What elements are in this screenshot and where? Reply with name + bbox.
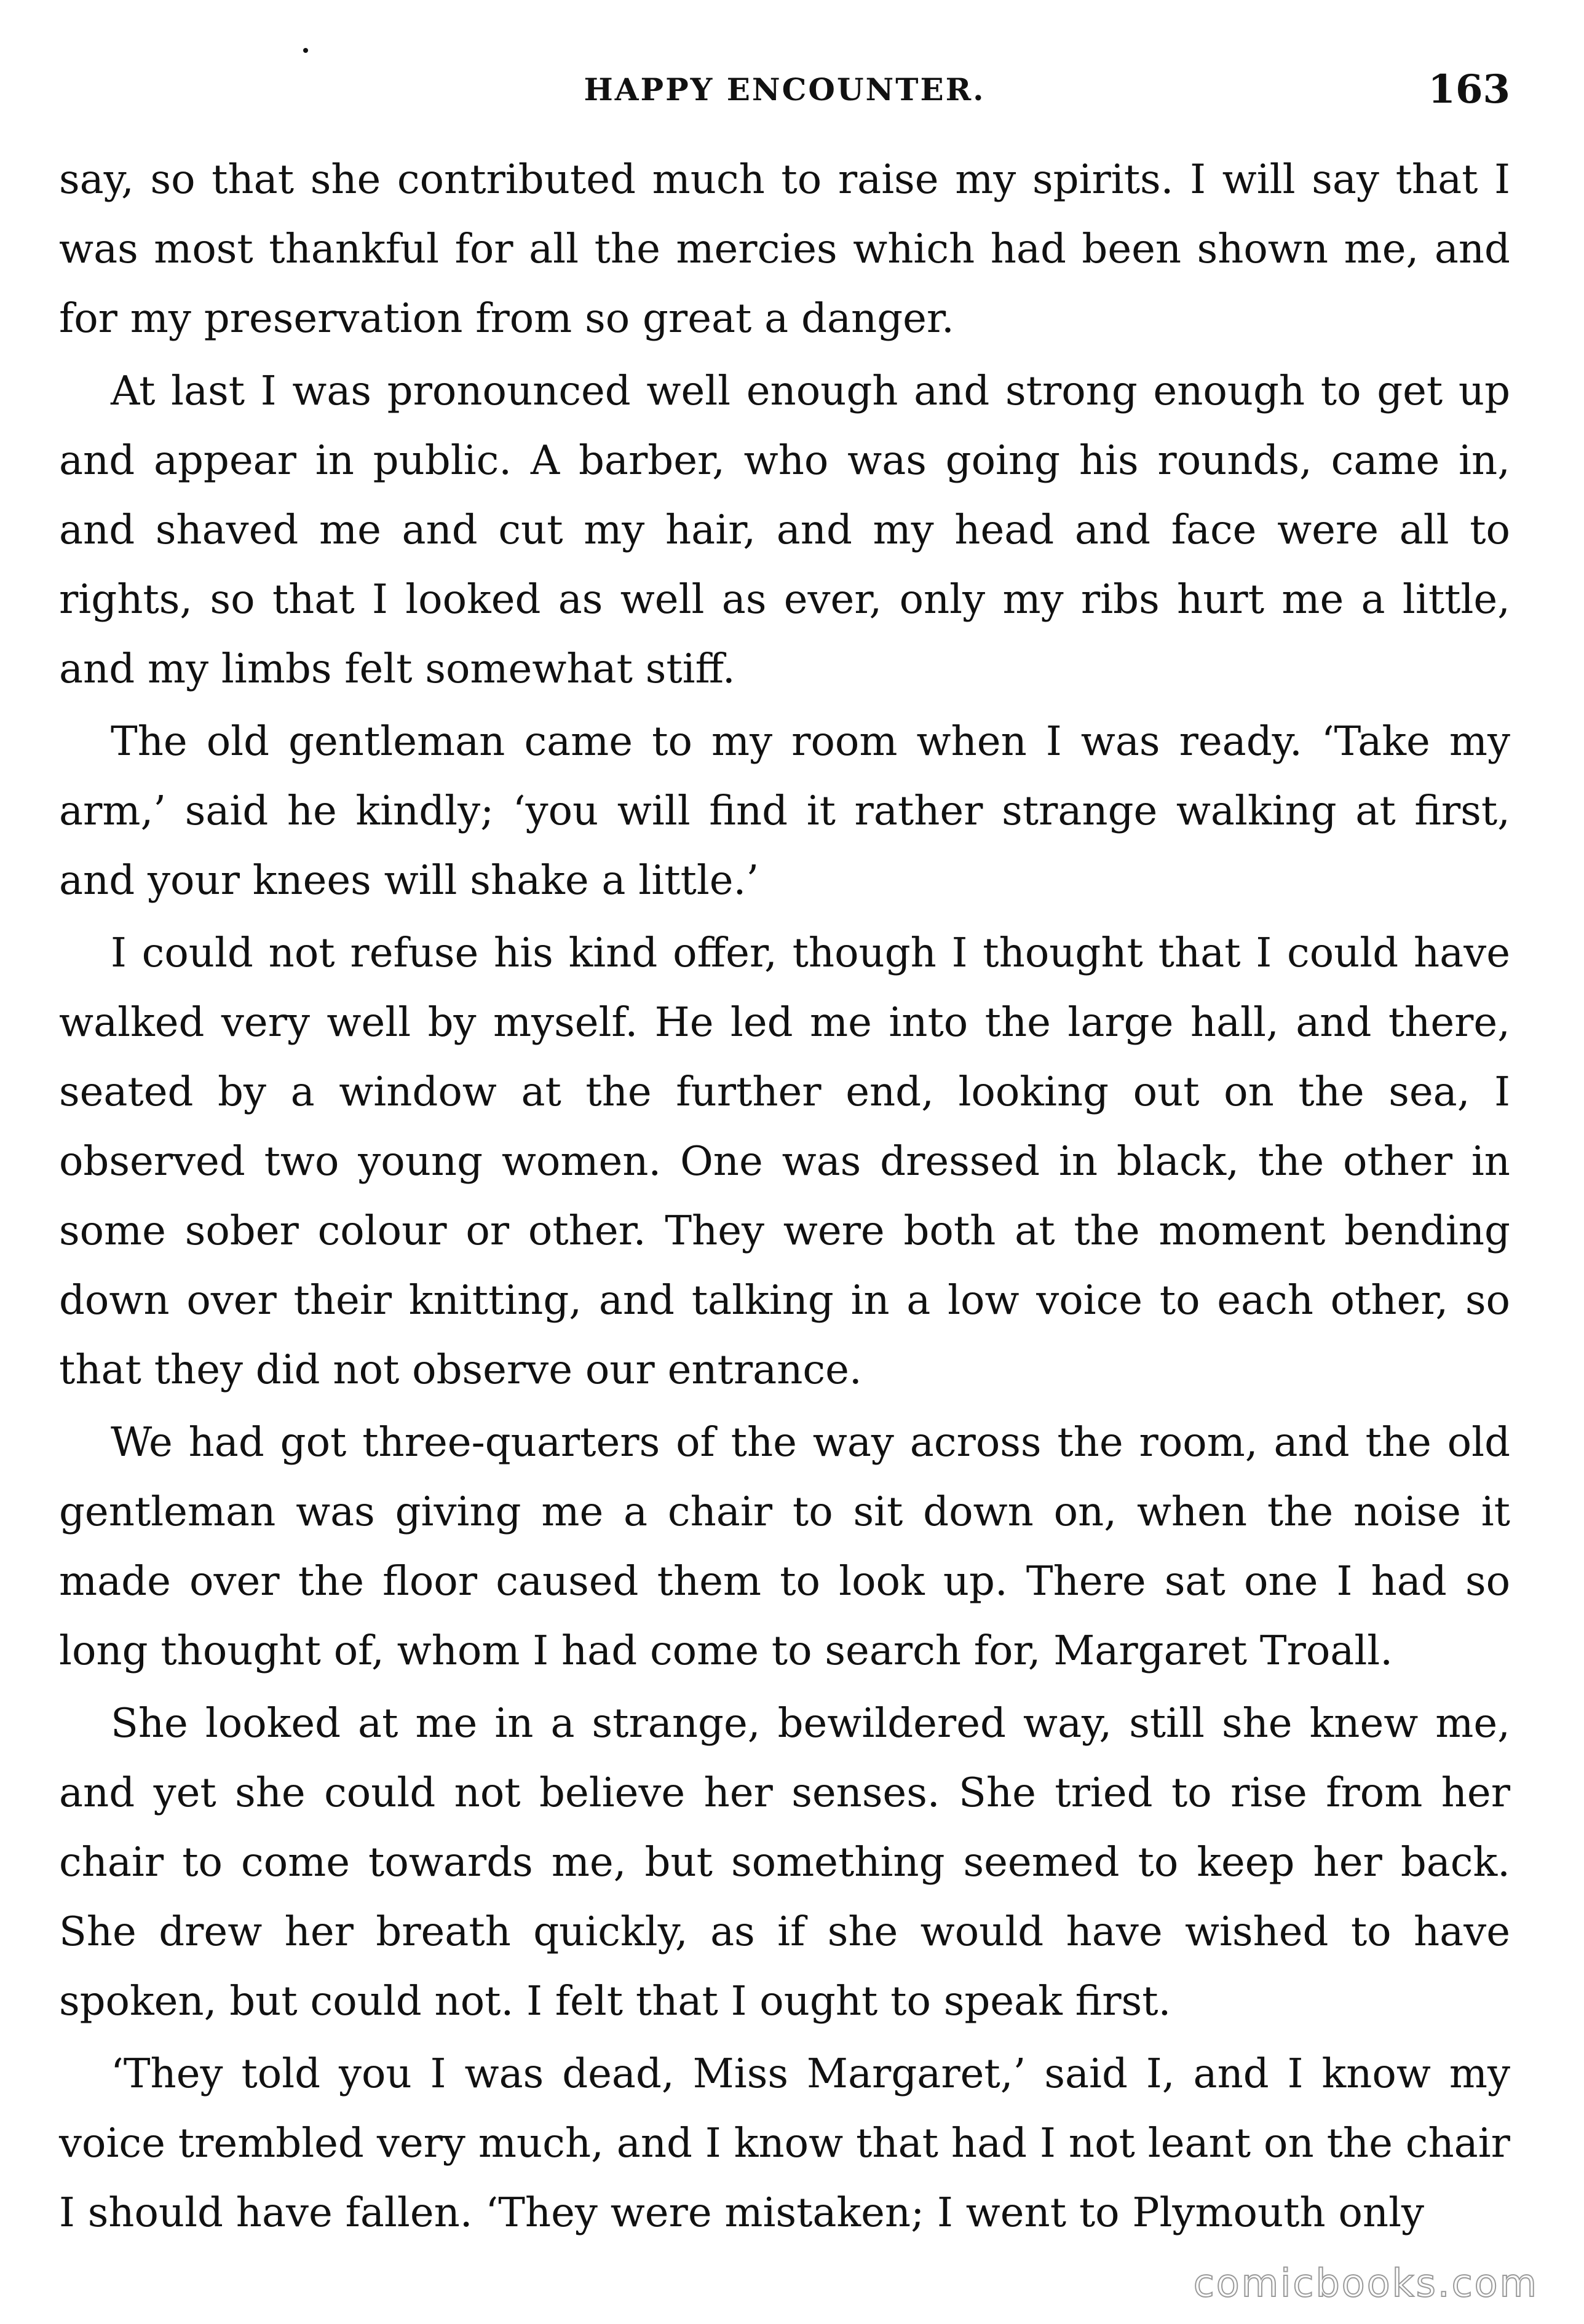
watermark: comicbooks.com <box>1193 2261 1538 2306</box>
page-header <box>59 66 1510 122</box>
body-text <box>59 145 1510 2248</box>
paragraph-1: say, so that she contributed much to raise my spirits. I will say that I was most thankful for all the mercies which had been shown me, and for my preservation from so great a danger. <box>59 156 1510 342</box>
paragraph-2: At last I was pronounced well enough and strong enough to get up and appear in public. A barber, who was going his rounds, came in, and shaved me and cut my hair, and my head and face were all to rights, so that I looked as well as ever, only my ribs hurt me a little, and my limbs felt somewhat stiff. <box>59 368 1510 692</box>
paragraph-6: She looked at me in a strange, bewildered way, still she knew me, and yet she could not believe her senses. She tried to rise from her chair to come towards me, but something seemed to keep her back. She drew her breath quickly, as if she would have wished to have spoken, but could not. I felt that I ought to speak first. <box>59 1700 1510 2025</box>
paragraph-3: The old gentleman came to my room when I was ready. ‘Take my arm,’ said he kindly; ‘you will find it rather strange walking at first, and your knees will shake a little.’ <box>59 718 1510 904</box>
running-title: HAPPY ENCOUNTER. <box>584 71 986 108</box>
paragraph-4: I could not refuse his kind offer, though I thought that I could have walked very well by myself. He led me into the large hall, and there, seated by a window at the further end, looking out on the sea, I observed two young women. One was dressed in black, the other in some sober colour or other. They were both at the moment bending down over their knitting, and talking in a low voice to each other, so that they did not observe our entrance. <box>59 930 1510 1393</box>
print-speck <box>303 48 308 53</box>
paragraph-7: ‘They told you I was dead, Miss Margaret,’ said I, and I know my voice trembled very much, and I know that had I not leant on the chair I should have fallen. ‘They were mistaken; I went to Plymouth only <box>59 2050 1510 2236</box>
page-number: 163 <box>1428 66 1510 113</box>
paragraph-5: We had got three-quarters of the way across the room, and the old gentleman was giving me a chair to sit down on, when the noise it made over the floor caused them to look up. There sat one I had so long thought of, whom I had come to search for, Margaret Troall. <box>59 1419 1510 1674</box>
